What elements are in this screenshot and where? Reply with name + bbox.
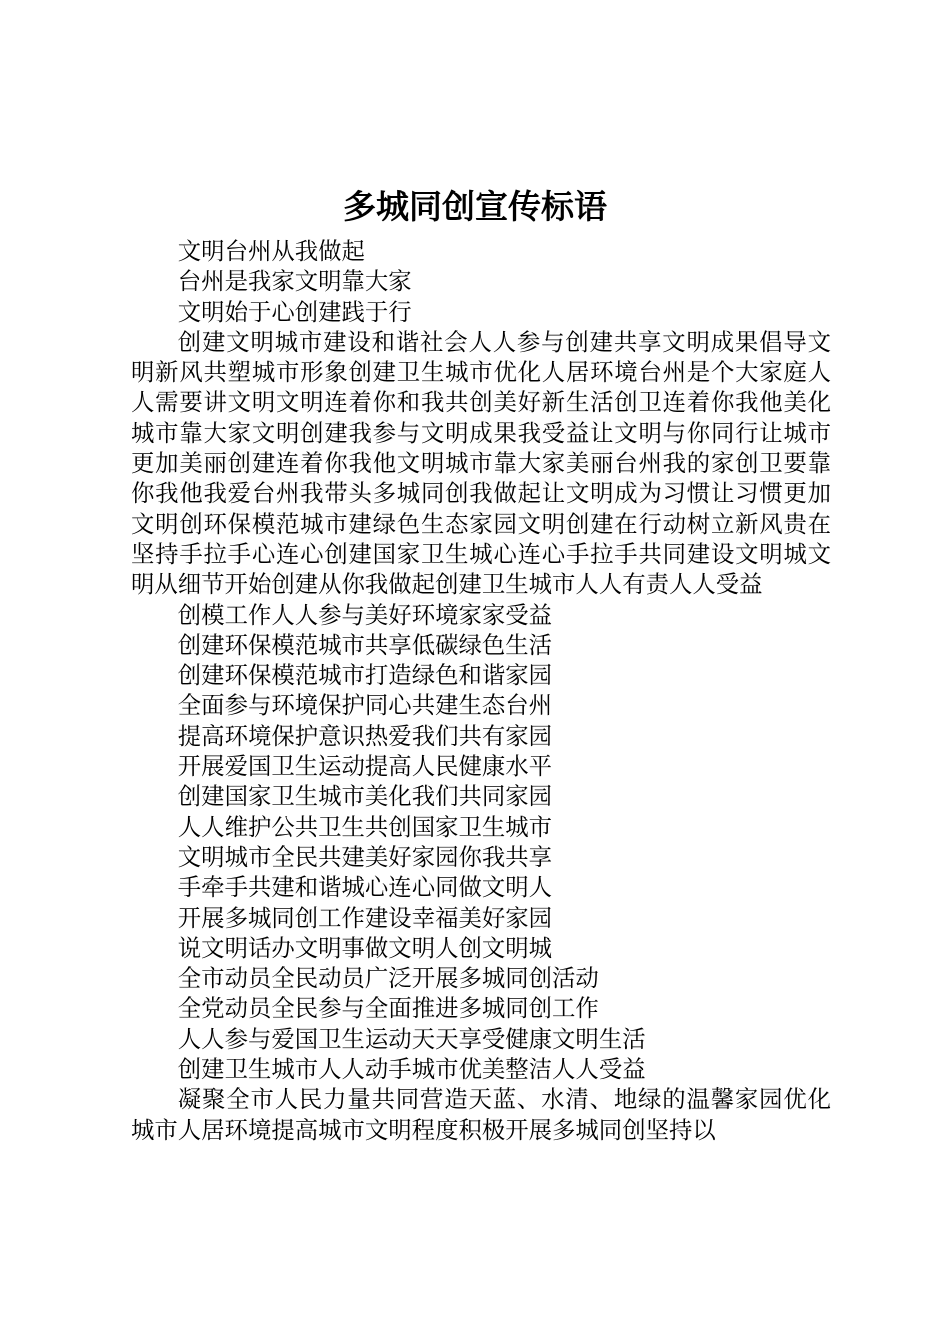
paragraph: 提高环境保护意识热爱我们共有家园 xyxy=(177,721,553,750)
paragraph: 创建卫生城市人人动手城市优美整洁人人受益 xyxy=(177,1055,646,1084)
paragraph: 创建文明城市建设和谐社会人人参与创建共享文明成果倡导文明新风共塑城市形象创建卫生城市优化人居环境台州是个大家庭人人需要讲文明文明连着你和我共创美好新生活创卫连着你我他美化城市靠大家文明创建我参与文明成果我受益让文明与你同行让城市更加美丽创建连着你我他文明城市靠大家美丽台州我的家创卫要靠你我他我爱台州我带头多城同创我做起让文明成为习惯让习惯更加文明创环保模范城市建绿色生态家园文明创建在行动树立新风贵在坚持手拉手心连心创建国家卫生城心连心手拉手共同建设文明城文明从细节开始创建从你我做起创建卫生城市人人有责人人受益 xyxy=(131,327,831,599)
paragraph: 手牵手共建和谐城心连心同做文明人 xyxy=(177,873,553,902)
document-title: 多城同创宣传标语 xyxy=(343,187,607,226)
paragraph: 创模工作人人参与美好环境家家受益 xyxy=(177,600,553,629)
paragraph: 全市动员全民动员广泛开展多城同创活动 xyxy=(177,964,599,993)
paragraph: 文明台州从我做起 xyxy=(177,237,365,265)
paragraph: 创建环保模范城市打造绿色和谐家园 xyxy=(177,661,553,690)
paragraph: 人人参与爱国卫生运动天天享受健康文明生活 xyxy=(177,1024,646,1053)
paragraph: 台州是我家文明靠大家 xyxy=(177,267,412,296)
paragraph: 文明始于心创建践于行 xyxy=(177,297,412,326)
paragraph: 全面参与环境保护同心共建生态台州 xyxy=(177,691,553,720)
paragraph: 创建环保模范城市共享低碳绿色生活 xyxy=(177,630,553,659)
paragraph: 全党动员全民参与全面推进多城同创工作 xyxy=(177,994,599,1023)
paragraph: 说文明话办文明事做文明人创文明城 xyxy=(177,933,553,962)
paragraph: 凝聚全市人民力量共同营造天蓝、水清、地绿的温馨家园优化城市人居环境提高城市文明程度积极开展多城同创坚持以 xyxy=(131,1085,831,1144)
paragraph: 文明城市全民共建美好家园你我共享 xyxy=(177,842,553,871)
document-body xyxy=(131,236,831,1145)
paragraph: 开展多城同创工作建设幸福美好家园 xyxy=(177,903,553,932)
paragraph: 开展爱国卫生运动提高人民健康水平 xyxy=(177,752,553,781)
paragraph: 人人维护公共卫生共创国家卫生城市 xyxy=(177,812,553,841)
paragraph: 创建国家卫生城市美化我们共同家园 xyxy=(177,782,553,811)
